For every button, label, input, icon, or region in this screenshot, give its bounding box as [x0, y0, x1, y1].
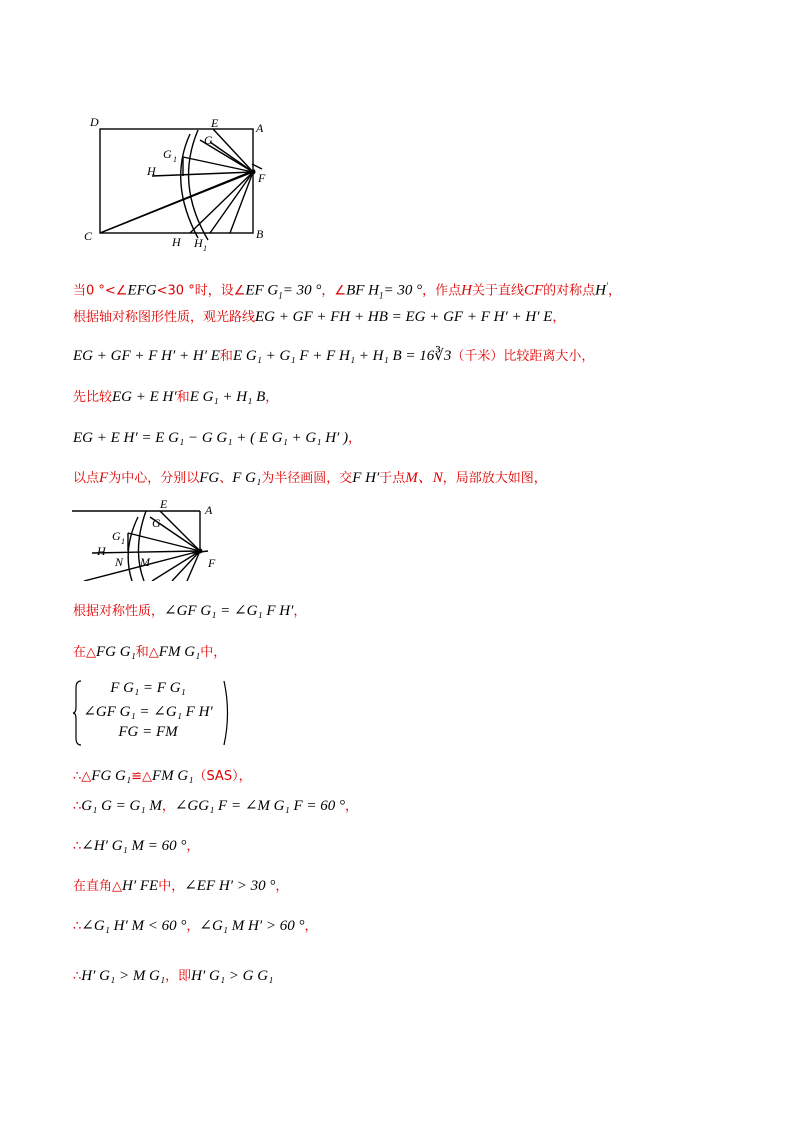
- line-4: [73, 387, 278, 408]
- math: H′ G₁ > G G₁: [191, 968, 274, 984]
- math: FM G₁: [158, 644, 201, 660]
- math: H: [461, 282, 472, 299]
- math: EG + GF + F H′ + H′ E: [73, 348, 220, 364]
- math: ∠GF G₁ = ∠G₁ F H′: [164, 603, 294, 619]
- line-10: [73, 796, 358, 817]
- label-B: B: [256, 227, 264, 241]
- text: 为中心，分别以: [108, 471, 200, 486]
- line-1: [73, 276, 621, 305]
- text: 的对称点: [543, 283, 596, 299]
- label-M: M: [140, 555, 150, 569]
- text: ，: [304, 919, 318, 934]
- math: FG G₁: [96, 644, 136, 660]
- label-G1: G: [163, 147, 172, 161]
- text: ，: [607, 283, 621, 299]
- math: CF: [523, 282, 544, 299]
- label-G1-sub: 1: [173, 155, 177, 164]
- text: 当0 °<∠: [73, 283, 128, 299]
- text: 在△: [73, 645, 96, 660]
- text: （千米）比较距离大小，: [451, 349, 595, 364]
- line-3: [73, 346, 594, 367]
- math: ∠GG₁ F = ∠M G₁ F = 60 °: [174, 798, 345, 814]
- math: F G₁: [232, 470, 262, 486]
- text: 关于直线: [471, 283, 524, 299]
- figure-zoom-diagram: [72, 495, 232, 581]
- line-2: [73, 307, 565, 328]
- text: （SAS），: [193, 769, 252, 784]
- label-F: F: [258, 171, 266, 185]
- math: FG: [199, 470, 220, 486]
- text: ，: [552, 310, 566, 325]
- text: ，: [186, 919, 200, 934]
- label-H-prime: H: [147, 164, 156, 178]
- text: ，: [265, 390, 279, 405]
- math: = 30 °: [282, 282, 322, 299]
- math: FM G₁: [151, 768, 194, 784]
- label-E: E: [160, 497, 168, 511]
- text: 和: [176, 390, 190, 405]
- equation-system: [73, 680, 233, 746]
- math: = 30 °: [383, 282, 423, 299]
- text: ，: [161, 799, 175, 814]
- math: ∠G₁ M H′ > 60 °: [199, 918, 305, 934]
- text: ∴: [73, 969, 82, 984]
- text: ∴: [73, 799, 82, 814]
- text: 和△: [135, 645, 159, 660]
- line-5: [73, 428, 361, 449]
- label-G: G: [152, 516, 161, 530]
- line-11: [73, 836, 199, 857]
- label-A: A: [256, 121, 264, 135]
- label-G1-sub: 1: [121, 537, 125, 546]
- text: ，即: [165, 969, 192, 984]
- text: ，: [186, 839, 200, 854]
- text: ，∠: [321, 283, 347, 299]
- text: ，: [348, 431, 362, 446]
- text: 中，: [200, 645, 227, 660]
- math: ∠G₁ H′ M < 60 °: [81, 918, 187, 934]
- math: EFG: [127, 282, 157, 299]
- math: FG G₁: [91, 768, 132, 784]
- math: EG + GF + FH + HB = EG + GF + F H′ + H′ E: [255, 309, 553, 325]
- label-E: E: [211, 116, 219, 130]
- label-N: N: [115, 555, 124, 569]
- text: ，: [275, 879, 289, 894]
- text: 在直角△: [73, 879, 122, 894]
- math: ∠EF H′ > 30 °: [184, 878, 276, 894]
- text: ∴: [73, 919, 82, 934]
- text: ∴△: [73, 769, 92, 784]
- math: H: [595, 282, 607, 299]
- text: 根据对称性质，: [73, 604, 165, 619]
- text: 于点: [379, 471, 406, 486]
- text: <30 °时，设∠: [156, 283, 246, 299]
- math: F H′: [352, 470, 380, 486]
- equation-row-2: ∠GF G₁ = ∠G₁ F H′: [83, 704, 213, 720]
- line-13: [73, 916, 318, 937]
- text: 根据轴对称图形性质，观光路线: [73, 310, 256, 325]
- text: 为半径画圆，交: [261, 471, 353, 486]
- math: M、N: [405, 470, 443, 486]
- math: EG + E H′: [112, 389, 177, 405]
- text: 、: [219, 471, 233, 486]
- line-9: [73, 766, 252, 787]
- math: E G₁ + H₁ B: [189, 389, 266, 405]
- subscript: 1: [378, 290, 384, 301]
- label-G: G: [204, 133, 213, 147]
- line-6: [73, 468, 547, 489]
- label-A: A: [205, 503, 213, 517]
- label-H1: H: [194, 236, 203, 250]
- subscript: 1: [278, 290, 283, 301]
- math: EF G: [245, 282, 279, 299]
- math: BF H: [346, 282, 379, 299]
- text: ，局部放大如图，: [442, 471, 547, 486]
- label-D: D: [90, 115, 99, 129]
- text: ≌△: [131, 769, 152, 784]
- text: ，作点: [422, 283, 462, 299]
- text: ，: [344, 799, 358, 814]
- math: E G₁ + G₁ F + F H₁ + H₁ B = 16∛3: [232, 348, 452, 364]
- label-H1-sub: 1: [203, 244, 207, 253]
- equation-row-1: F G₁ = F G₁: [110, 680, 186, 696]
- line-14: [73, 966, 273, 987]
- math: ∠H′ G₁ M = 60 °: [81, 838, 187, 854]
- label-F: F: [208, 556, 216, 570]
- prime: ′: [606, 281, 608, 291]
- text: ∴: [73, 839, 82, 854]
- math: F: [99, 470, 109, 486]
- text: 以点: [73, 471, 100, 486]
- line-8: [73, 642, 226, 663]
- text: ，: [293, 604, 307, 619]
- text: 先比较: [73, 390, 113, 405]
- math: EG + E H′ = E G₁ − G G₁ + ( E G₁ + G₁ H′ ): [73, 430, 349, 446]
- label-C: C: [84, 229, 93, 243]
- line-7: [73, 601, 306, 622]
- text: 和: [219, 349, 233, 364]
- figure-rectangle-diagram: [80, 112, 280, 257]
- text: 中，: [158, 879, 185, 894]
- right-paren: [223, 680, 233, 746]
- line-12: [73, 876, 288, 897]
- math: H′ G₁ > M G₁: [81, 968, 166, 984]
- label-H-prime: H: [97, 544, 106, 558]
- label-H: H: [172, 235, 181, 249]
- equation-row-3: FG = FM: [118, 724, 178, 740]
- label-G1: G: [112, 529, 121, 543]
- math: H′ FE: [122, 878, 159, 894]
- math: G₁ G = G₁ M: [81, 798, 162, 814]
